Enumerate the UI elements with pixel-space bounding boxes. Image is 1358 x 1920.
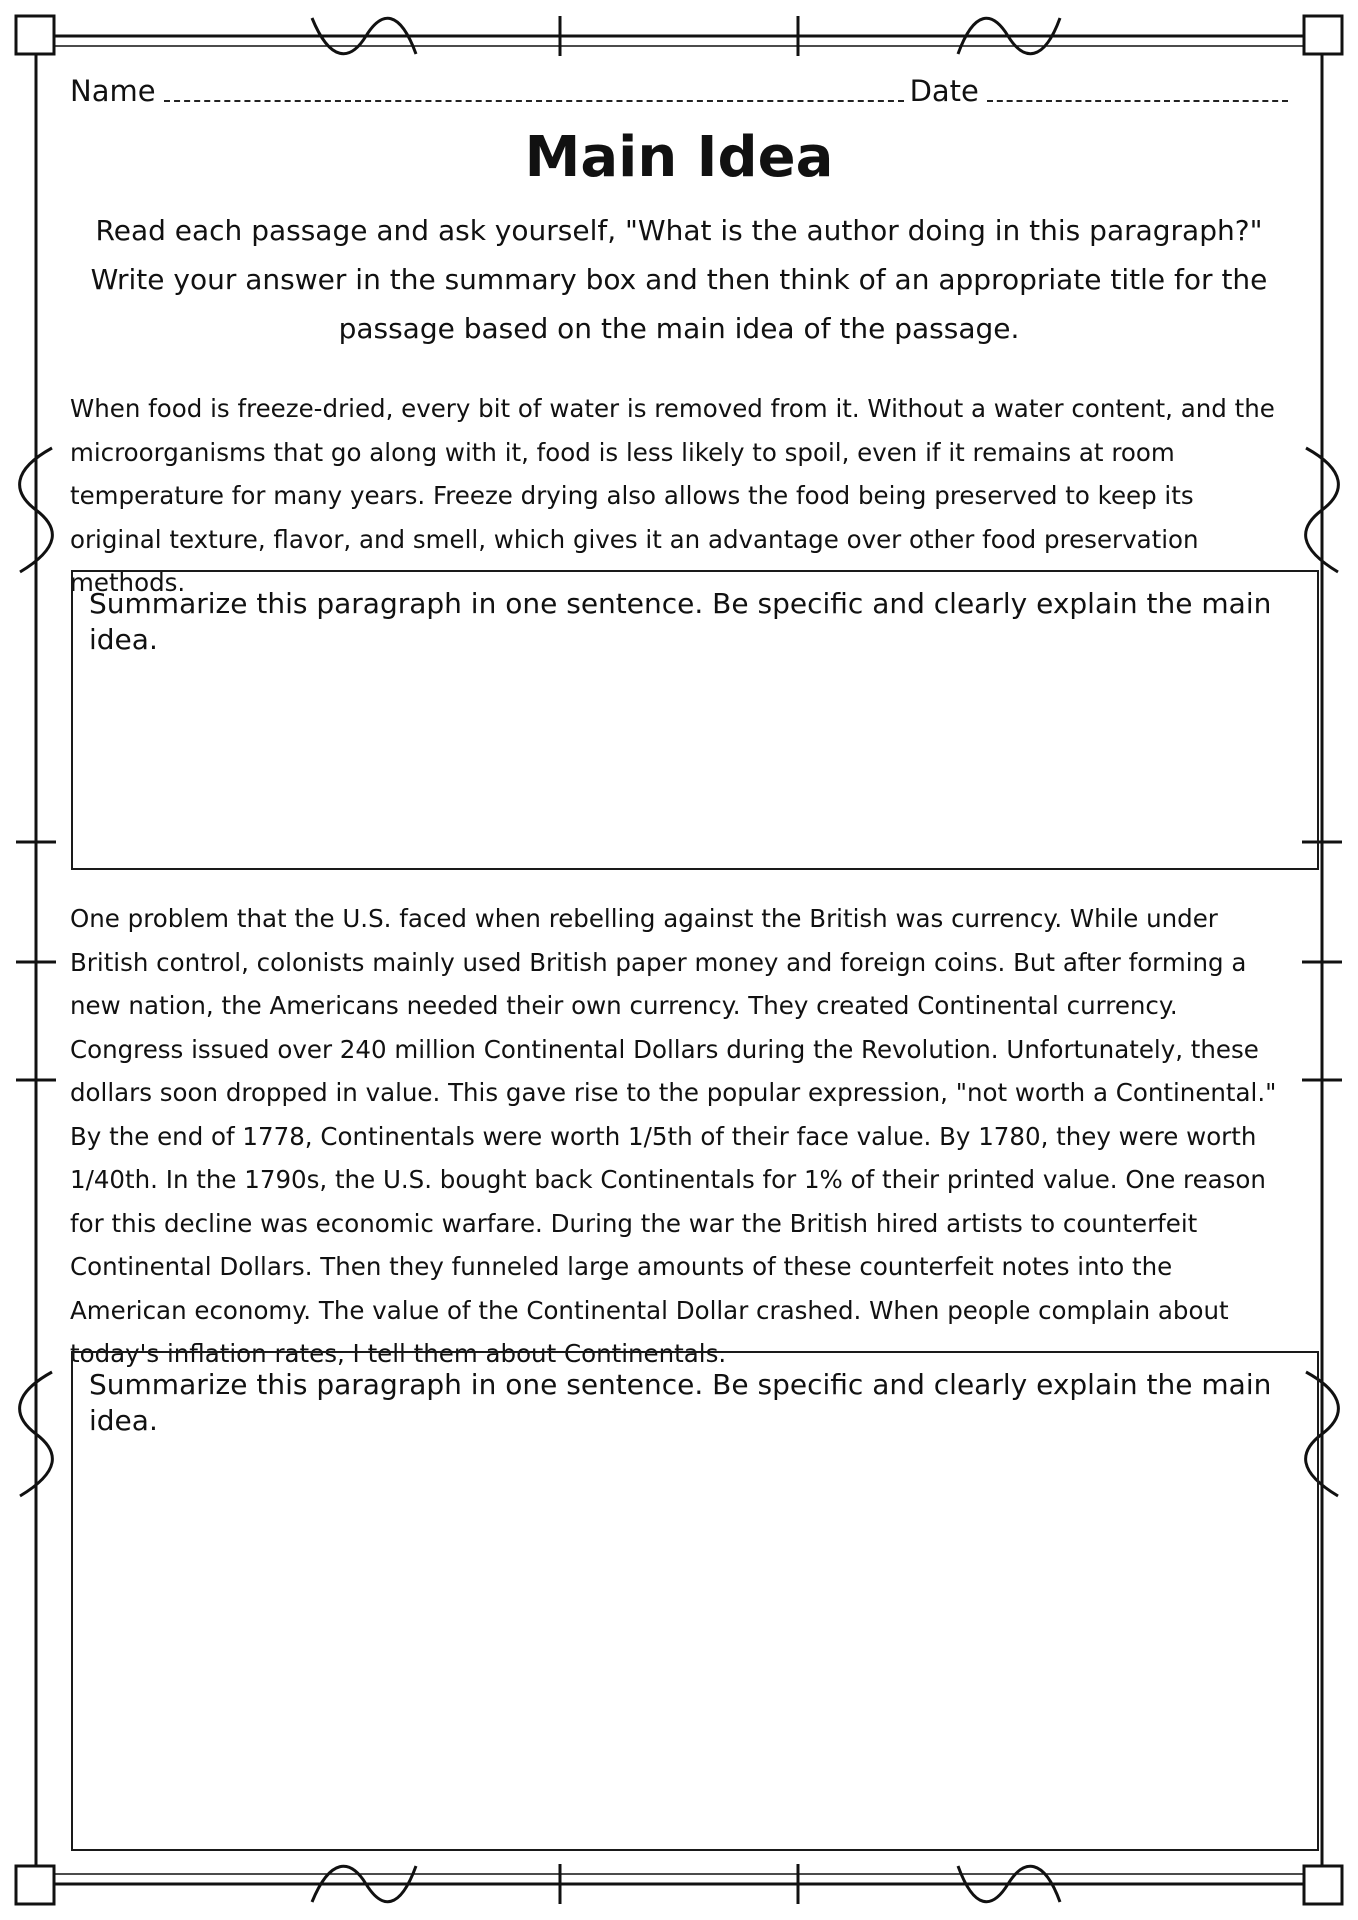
summary-prompt-1: Summarize this paragraph in one sentence. Be specific and clearly explain the main idea. [89,587,1272,657]
name-date-row [70,62,1288,106]
instructions: Read each passage and ask yourself, "What is the author doing in this paragraph?" Write your answer in the summary box and then think of an appropriate title for the passage based on the main idea of the passage. [90,214,1268,345]
date-field[interactable] [987,100,1288,102]
date-label: Date [909,74,979,108]
name-field[interactable] [164,100,904,102]
passage-1-text: When food is freeze-dried, every bit of water is removed from it. Without a water content, and the microorganisms that go along with it, food is less likely to spoil, even if it remains at room temperature for many years. Freeze drying also allows the food being preserved to keep its original texture, flavor, and smell, which gives it an advantage over other food preservation methods. [70,394,1275,597]
passage-2-text: One problem that the U.S. faced when rebelling against the British was currency. While under British control, colonists mainly used British paper money and foreign coins. But after forming a new nation, the Americans needed their own currency. They created Continental currency. Congress issued over 240 million Continental Dollars during the Revolution. Unfortunately, these dollars soon dropped in value. This gave rise to the popular expression, "not worth a Continental." By the end of 1778, Continentals were worth 1/5th of their face value. By 1780, they were worth 1/40th. In the 1790s, the U.S. bought back Continentals for 1% of their printed value. One reason for this decline was economic warfare. During the war the British hired artists to counterfeit Continental Dollars. Then they funneled large amounts of these counterfeit notes into the American economy. The value of the Continental Dollar crashed. When people complain about today's inflation rates, I tell them about Continentals. [70,904,1277,1368]
page-title: Main Idea [524,125,834,190]
name-label: Name [70,74,156,108]
summary-box-1[interactable] [71,570,1319,870]
summary-box-2[interactable] [71,1351,1319,1851]
summary-prompt-2: Summarize this paragraph in one sentence. Be specific and clearly explain the main idea. [89,1368,1272,1438]
